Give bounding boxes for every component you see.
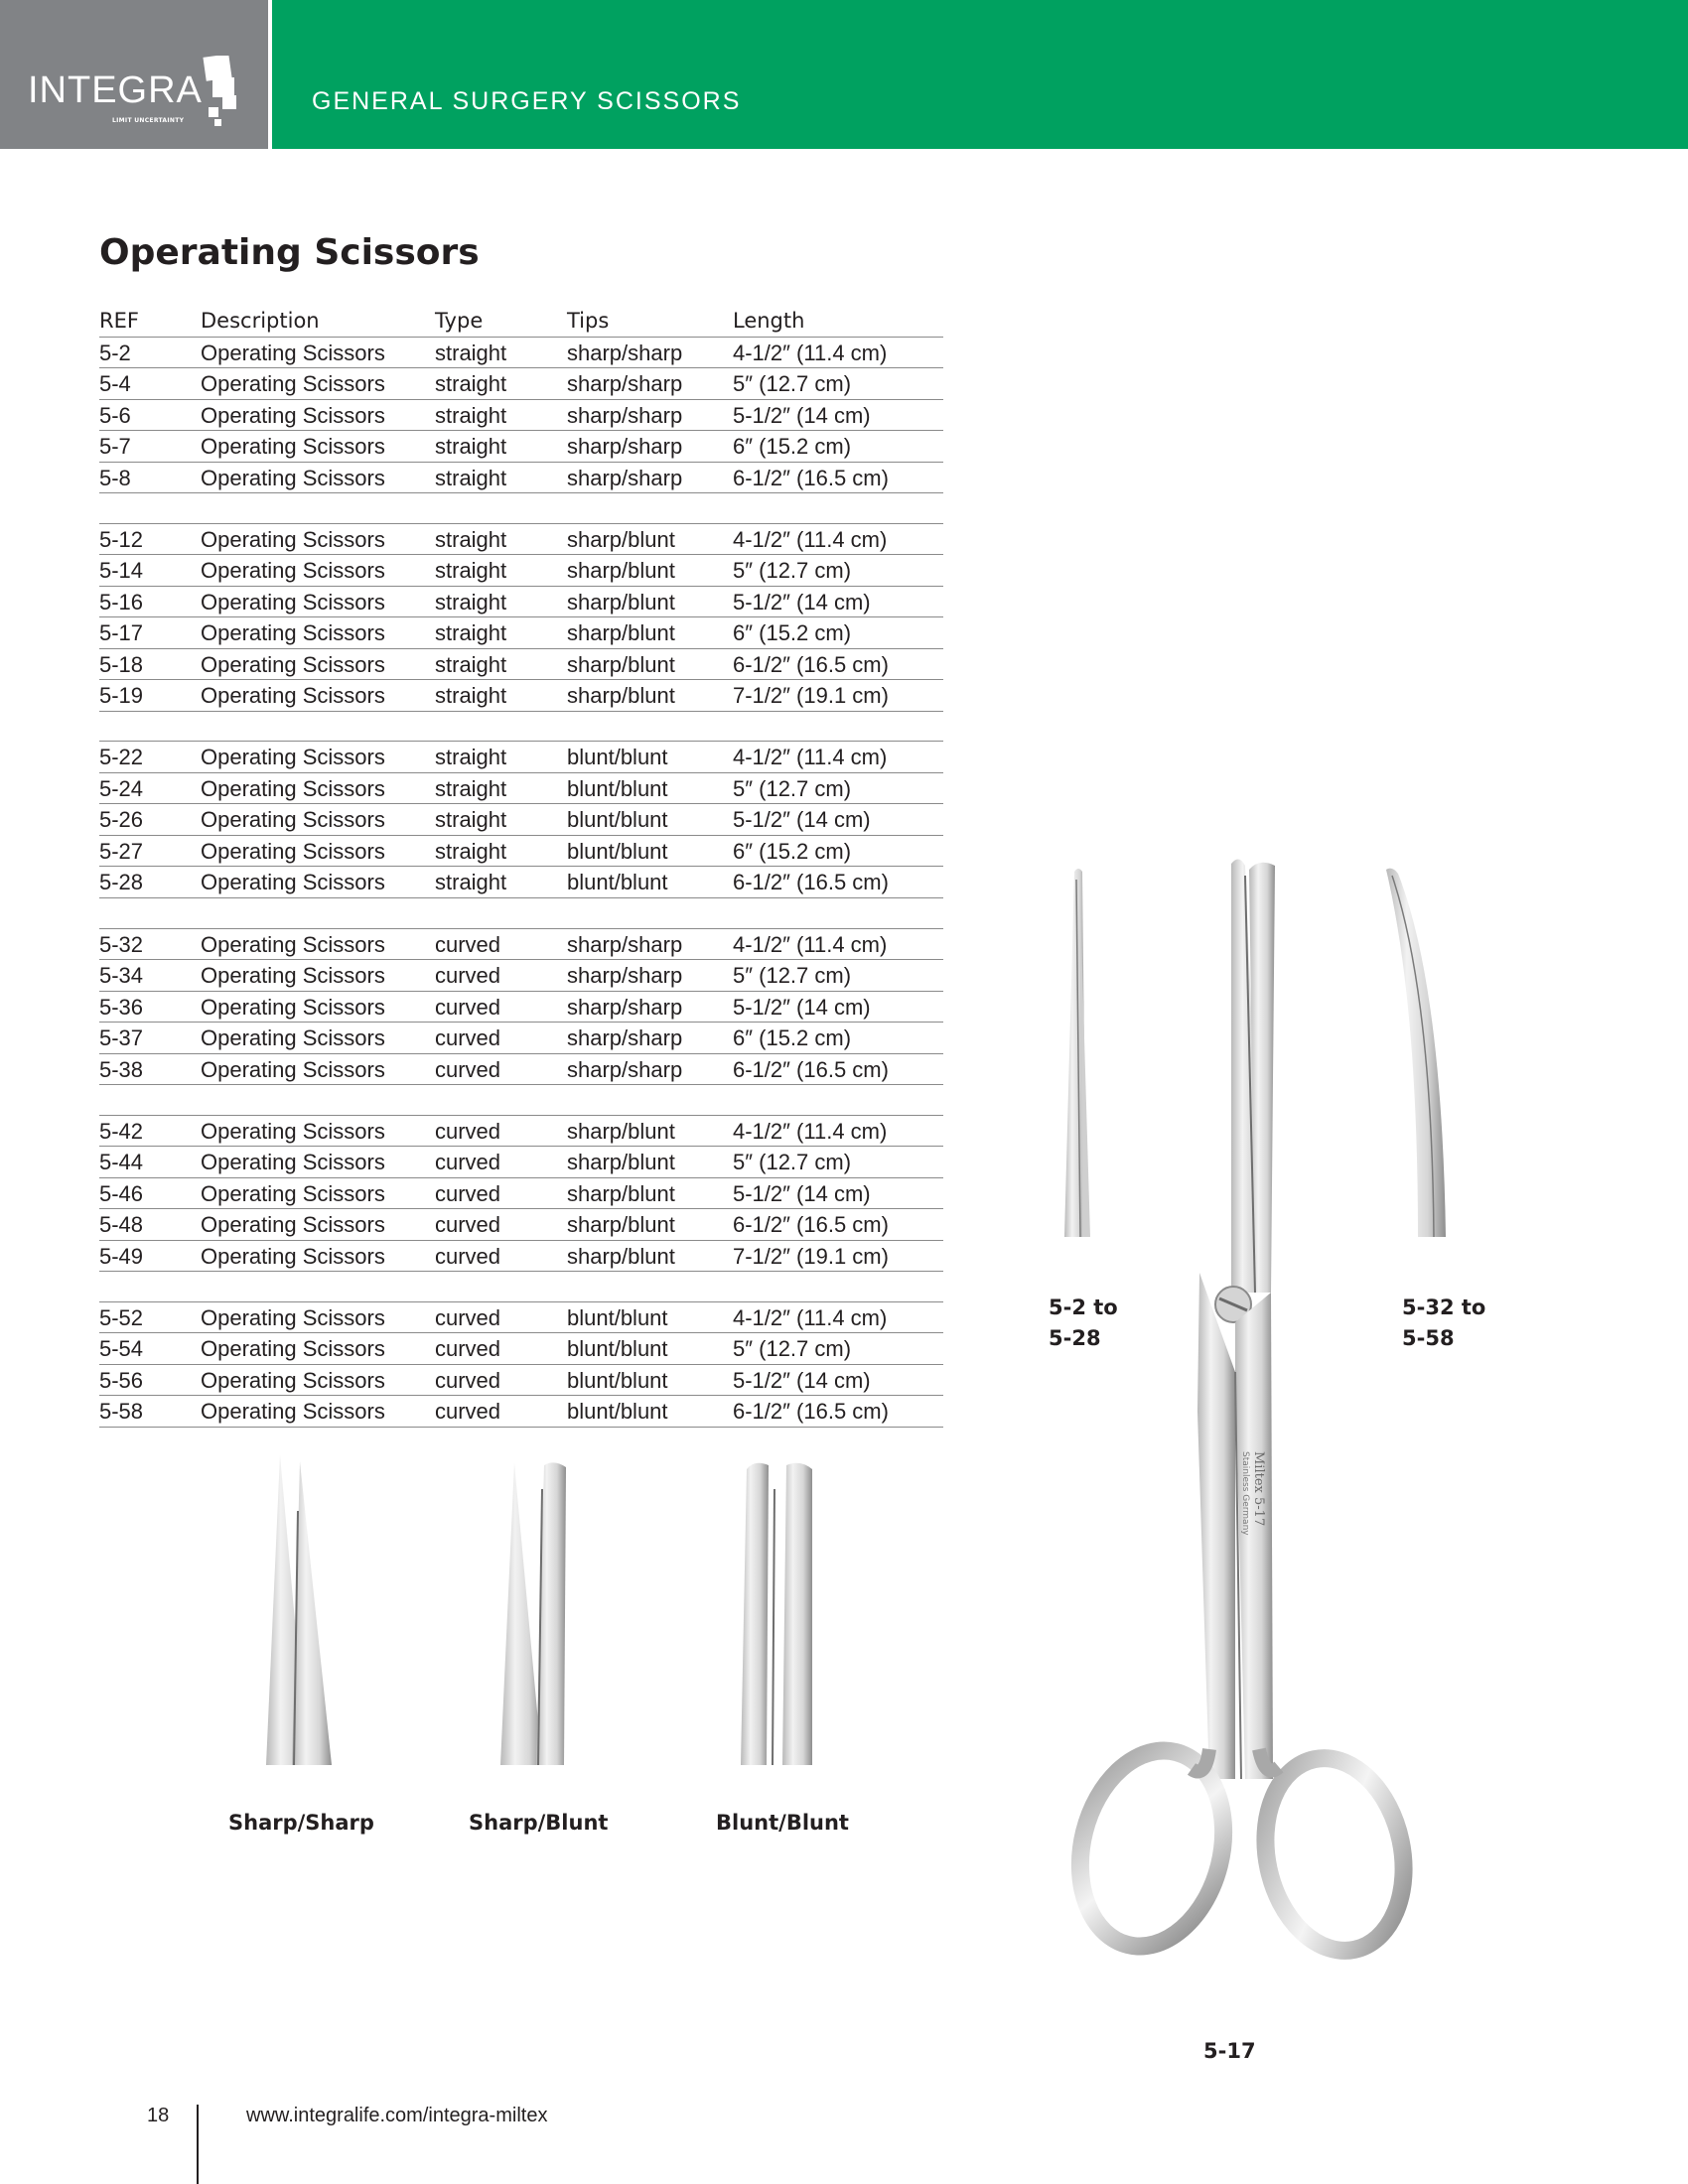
cell-description: Operating Scissors xyxy=(201,371,385,396)
product-table xyxy=(99,306,943,1428)
cell-length: 4-1/2″ (11.4 cm) xyxy=(733,931,888,957)
cell-type: straight xyxy=(435,589,507,614)
cell-type: curved xyxy=(435,1399,501,1425)
table-row xyxy=(99,649,943,681)
cell-description: Operating Scissors xyxy=(201,745,385,770)
cell-type: straight xyxy=(435,745,507,770)
cell-type: straight xyxy=(435,683,507,709)
cell-length: 4-1/2″ (11.4 cm) xyxy=(733,526,888,552)
table-row xyxy=(99,555,943,587)
table-row xyxy=(99,1178,943,1210)
cell-tips: sharp/blunt xyxy=(567,1212,675,1238)
cell-length: 6-1/2″ (16.5 cm) xyxy=(733,465,889,490)
cell-ref: 5-49 xyxy=(99,1243,144,1269)
col-header-type: Type xyxy=(435,309,484,333)
cell-description: Operating Scissors xyxy=(201,838,385,864)
footer-website-link[interactable]: www.integralife.com/integra-miltex xyxy=(246,2105,548,2126)
cell-description: Operating Scissors xyxy=(201,1304,385,1330)
table-row xyxy=(99,1054,943,1086)
page-number: 18 xyxy=(147,2105,170,2126)
col-header-ref: REF xyxy=(99,309,139,333)
cell-type: curved xyxy=(435,1056,501,1082)
integra-logo-mark-icon xyxy=(199,56,242,129)
cell-description: Operating Scissors xyxy=(201,1212,385,1238)
cell-description: Operating Scissors xyxy=(201,931,385,957)
table-row xyxy=(99,836,943,868)
cell-ref: 5-52 xyxy=(99,1304,144,1330)
page-title: Operating Scissors xyxy=(99,232,480,273)
cell-length: 6-1/2″ (16.5 cm) xyxy=(733,651,889,677)
cell-ref: 5-16 xyxy=(99,589,144,614)
table-row xyxy=(99,431,943,463)
cell-type: curved xyxy=(435,963,501,989)
table-row xyxy=(99,463,943,494)
cell-tips: sharp/sharp xyxy=(567,371,683,396)
col-header-description: Description xyxy=(201,309,320,333)
cell-description: Operating Scissors xyxy=(201,434,385,459)
cell-description: Operating Scissors xyxy=(201,963,385,989)
table-row xyxy=(99,338,943,369)
operating-scissors-5-17-image xyxy=(1060,856,1444,2003)
cell-length: 4-1/2″ (11.4 cm) xyxy=(733,1304,888,1330)
table-row xyxy=(99,1023,943,1054)
cell-tips: sharp/sharp xyxy=(567,931,683,957)
cell-description: Operating Scissors xyxy=(201,1150,385,1175)
cell-tips: sharp/blunt xyxy=(567,1180,675,1206)
cell-description: Operating Scissors xyxy=(201,340,385,365)
cell-length: 6-1/2″ (16.5 cm) xyxy=(733,1212,889,1238)
cell-type: curved xyxy=(435,1336,501,1362)
cell-type: curved xyxy=(435,1150,501,1175)
cell-length: 5″ (12.7 cm) xyxy=(733,963,852,989)
cell-ref: 5-18 xyxy=(99,651,144,677)
cell-ref: 5-28 xyxy=(99,870,144,895)
cell-tips: blunt/blunt xyxy=(567,1367,668,1393)
col-header-length: Length xyxy=(733,309,805,333)
cell-description: Operating Scissors xyxy=(201,1180,385,1206)
cell-length: 4-1/2″ (11.4 cm) xyxy=(733,340,888,365)
table-row xyxy=(99,524,943,556)
caption-curved-line1: 5-32 to xyxy=(1402,1296,1486,1319)
blunt-blunt-tip-image xyxy=(741,1459,820,1765)
cell-ref: 5-14 xyxy=(99,558,144,584)
table-row xyxy=(99,1333,943,1365)
cell-description: Operating Scissors xyxy=(201,620,385,646)
cell-length: 7-1/2″ (19.1 cm) xyxy=(733,1243,889,1269)
cell-type: straight xyxy=(435,434,507,459)
cell-type: straight xyxy=(435,558,507,584)
cell-tips: sharp/blunt xyxy=(567,589,675,614)
cell-type: curved xyxy=(435,1025,501,1051)
table-row xyxy=(99,742,943,773)
cell-tips: sharp/blunt xyxy=(567,1243,675,1269)
header-logo-panel xyxy=(0,0,268,149)
table-group-spacer xyxy=(99,1085,943,1116)
table-group-spacer xyxy=(99,493,943,524)
cell-length: 6-1/2″ (16.5 cm) xyxy=(733,1056,889,1082)
cell-tips: sharp/blunt xyxy=(567,683,675,709)
cell-description: Operating Scissors xyxy=(201,402,385,428)
cell-tips: sharp/blunt xyxy=(567,1118,675,1144)
cell-ref: 5-46 xyxy=(99,1180,144,1206)
cell-length: 5″ (12.7 cm) xyxy=(733,371,852,396)
table-row xyxy=(99,773,943,805)
cell-description: Operating Scissors xyxy=(201,651,385,677)
cell-ref: 5-8 xyxy=(99,465,131,490)
cell-ref: 5-48 xyxy=(99,1212,144,1238)
cell-tips: sharp/blunt xyxy=(567,620,675,646)
cell-description: Operating Scissors xyxy=(201,870,385,895)
cell-description: Operating Scissors xyxy=(201,683,385,709)
cell-length: 6″ (15.2 cm) xyxy=(733,838,852,864)
cell-type: straight xyxy=(435,620,507,646)
cell-type: straight xyxy=(435,870,507,895)
cell-tips: blunt/blunt xyxy=(567,1399,668,1425)
cell-type: straight xyxy=(435,465,507,490)
cell-ref: 5-2 xyxy=(99,340,131,365)
cell-length: 5″ (12.7 cm) xyxy=(733,1150,852,1175)
cell-type: curved xyxy=(435,931,501,957)
integra-logo-tagline: LIMIT UNCERTAINTY xyxy=(112,117,185,124)
svg-text:Stainless Germany: Stainless Germany xyxy=(1240,1451,1250,1536)
cell-type: curved xyxy=(435,994,501,1020)
table-header-row xyxy=(99,306,943,338)
cell-tips: sharp/blunt xyxy=(567,651,675,677)
cell-description: Operating Scissors xyxy=(201,1336,385,1362)
cell-tips: blunt/blunt xyxy=(567,775,668,801)
sharp-sharp-tip-image xyxy=(256,1451,340,1765)
cell-description: Operating Scissors xyxy=(201,589,385,614)
cell-description: Operating Scissors xyxy=(201,558,385,584)
cell-length: 5-1/2″ (14 cm) xyxy=(733,402,871,428)
cell-type: curved xyxy=(435,1180,501,1206)
cell-length: 5-1/2″ (14 cm) xyxy=(733,1367,871,1393)
col-header-tips: Tips xyxy=(567,309,610,333)
cell-type: straight xyxy=(435,340,507,365)
cell-length: 5″ (12.7 cm) xyxy=(733,775,852,801)
caption-sharp-sharp: Sharp/Sharp xyxy=(228,1811,374,1835)
cell-type: curved xyxy=(435,1243,501,1269)
cell-length: 6-1/2″ (16.5 cm) xyxy=(733,1399,889,1425)
cell-length: 5-1/2″ (14 cm) xyxy=(733,589,871,614)
cell-tips: sharp/sharp xyxy=(567,434,683,459)
table-row xyxy=(99,1396,943,1428)
sharp-blunt-tip-image xyxy=(496,1459,576,1765)
caption-blunt-blunt: Blunt/Blunt xyxy=(716,1811,849,1835)
cell-type: curved xyxy=(435,1212,501,1238)
cell-type: straight xyxy=(435,371,507,396)
cell-tips: blunt/blunt xyxy=(567,870,668,895)
cell-length: 6″ (15.2 cm) xyxy=(733,1025,852,1051)
cell-tips: blunt/blunt xyxy=(567,745,668,770)
cell-type: straight xyxy=(435,838,507,864)
cell-description: Operating Scissors xyxy=(201,1243,385,1269)
cell-ref: 5-56 xyxy=(99,1367,144,1393)
cell-ref: 5-6 xyxy=(99,402,131,428)
cell-ref: 5-22 xyxy=(99,745,144,770)
table-row xyxy=(99,1365,943,1397)
cell-ref: 5-27 xyxy=(99,838,144,864)
cell-type: straight xyxy=(435,651,507,677)
cell-description: Operating Scissors xyxy=(201,1025,385,1051)
table-row xyxy=(99,867,943,898)
cell-tips: sharp/sharp xyxy=(567,340,683,365)
table-row xyxy=(99,992,943,1024)
caption-curved-line2: 5-58 xyxy=(1402,1326,1455,1350)
cell-tips: sharp/sharp xyxy=(567,963,683,989)
cell-tips: sharp/sharp xyxy=(567,1056,683,1082)
cell-type: curved xyxy=(435,1367,501,1393)
cell-ref: 5-26 xyxy=(99,807,144,833)
cell-ref: 5-36 xyxy=(99,994,144,1020)
table-row xyxy=(99,929,943,961)
cell-tips: sharp/sharp xyxy=(567,465,683,490)
cell-ref: 5-7 xyxy=(99,434,131,459)
cell-ref: 5-42 xyxy=(99,1118,144,1144)
cell-tips: sharp/blunt xyxy=(567,526,675,552)
table-row xyxy=(99,1241,943,1273)
section-title: GENERAL SURGERY SCISSORS xyxy=(312,87,742,115)
cell-length: 5-1/2″ (14 cm) xyxy=(733,994,871,1020)
table-group-spacer xyxy=(99,1272,943,1302)
cell-type: curved xyxy=(435,1118,501,1144)
table-row xyxy=(99,1302,943,1334)
table-row xyxy=(99,680,943,712)
footer-divider xyxy=(197,2105,199,2184)
cell-length: 5″ (12.7 cm) xyxy=(733,558,852,584)
table-row xyxy=(99,804,943,836)
cell-type: straight xyxy=(435,402,507,428)
cell-description: Operating Scissors xyxy=(201,526,385,552)
cell-description: Operating Scissors xyxy=(201,1367,385,1393)
cell-length: 7-1/2″ (19.1 cm) xyxy=(733,683,889,709)
cell-tips: blunt/blunt xyxy=(567,1304,668,1330)
cell-tips: sharp/sharp xyxy=(567,402,683,428)
table-row xyxy=(99,400,943,432)
cell-length: 6-1/2″ (16.5 cm) xyxy=(733,870,889,895)
svg-text:Miltex 5-17: Miltex 5-17 xyxy=(1251,1451,1266,1527)
table-group-spacer xyxy=(99,898,943,929)
table-group-spacer xyxy=(99,712,943,743)
table-row xyxy=(99,1209,943,1241)
cell-ref: 5-44 xyxy=(99,1150,144,1175)
cell-tips: sharp/blunt xyxy=(567,558,675,584)
cell-length: 4-1/2″ (11.4 cm) xyxy=(733,745,888,770)
cell-type: straight xyxy=(435,775,507,801)
cell-description: Operating Scissors xyxy=(201,1056,385,1082)
cell-type: curved xyxy=(435,1304,501,1330)
caption-main-product: 5-17 xyxy=(1203,2039,1256,2063)
cell-length: 5-1/2″ (14 cm) xyxy=(733,1180,871,1206)
cell-ref: 5-38 xyxy=(99,1056,144,1082)
cell-ref: 5-37 xyxy=(99,1025,144,1051)
cell-tips: blunt/blunt xyxy=(567,807,668,833)
cell-ref: 5-58 xyxy=(99,1399,144,1425)
table-row xyxy=(99,1147,943,1178)
cell-description: Operating Scissors xyxy=(201,775,385,801)
caption-straight-line2: 5-28 xyxy=(1049,1326,1101,1350)
cell-ref: 5-4 xyxy=(99,371,131,396)
cell-length: 5″ (12.7 cm) xyxy=(733,1336,852,1362)
cell-ref: 5-54 xyxy=(99,1336,144,1362)
cell-ref: 5-24 xyxy=(99,775,144,801)
cell-ref: 5-12 xyxy=(99,526,144,552)
table-row xyxy=(99,587,943,618)
caption-sharp-blunt: Sharp/Blunt xyxy=(469,1811,609,1835)
cell-tips: sharp/sharp xyxy=(567,1025,683,1051)
cell-description: Operating Scissors xyxy=(201,1118,385,1144)
cell-length: 4-1/2″ (11.4 cm) xyxy=(733,1118,888,1144)
header-banner xyxy=(272,0,1688,149)
integra-logo-text: INTEGRA xyxy=(28,69,203,111)
table-row xyxy=(99,960,943,992)
cell-tips: sharp/blunt xyxy=(567,1150,675,1175)
cell-type: straight xyxy=(435,807,507,833)
cell-description: Operating Scissors xyxy=(201,1399,385,1425)
cell-ref: 5-17 xyxy=(99,620,144,646)
cell-length: 5-1/2″ (14 cm) xyxy=(733,807,871,833)
cell-type: straight xyxy=(435,526,507,552)
table-row xyxy=(99,1116,943,1148)
cell-ref: 5-19 xyxy=(99,683,144,709)
table-row xyxy=(99,617,943,649)
cell-length: 6″ (15.2 cm) xyxy=(733,434,852,459)
cell-tips: blunt/blunt xyxy=(567,1336,668,1362)
cell-tips: sharp/sharp xyxy=(567,994,683,1020)
cell-ref: 5-34 xyxy=(99,963,144,989)
caption-straight-line1: 5-2 to xyxy=(1049,1296,1118,1319)
cell-description: Operating Scissors xyxy=(201,807,385,833)
cell-ref: 5-32 xyxy=(99,931,144,957)
cell-description: Operating Scissors xyxy=(201,994,385,1020)
cell-description: Operating Scissors xyxy=(201,465,385,490)
cell-tips: blunt/blunt xyxy=(567,838,668,864)
table-row xyxy=(99,368,943,400)
cell-length: 6″ (15.2 cm) xyxy=(733,620,852,646)
